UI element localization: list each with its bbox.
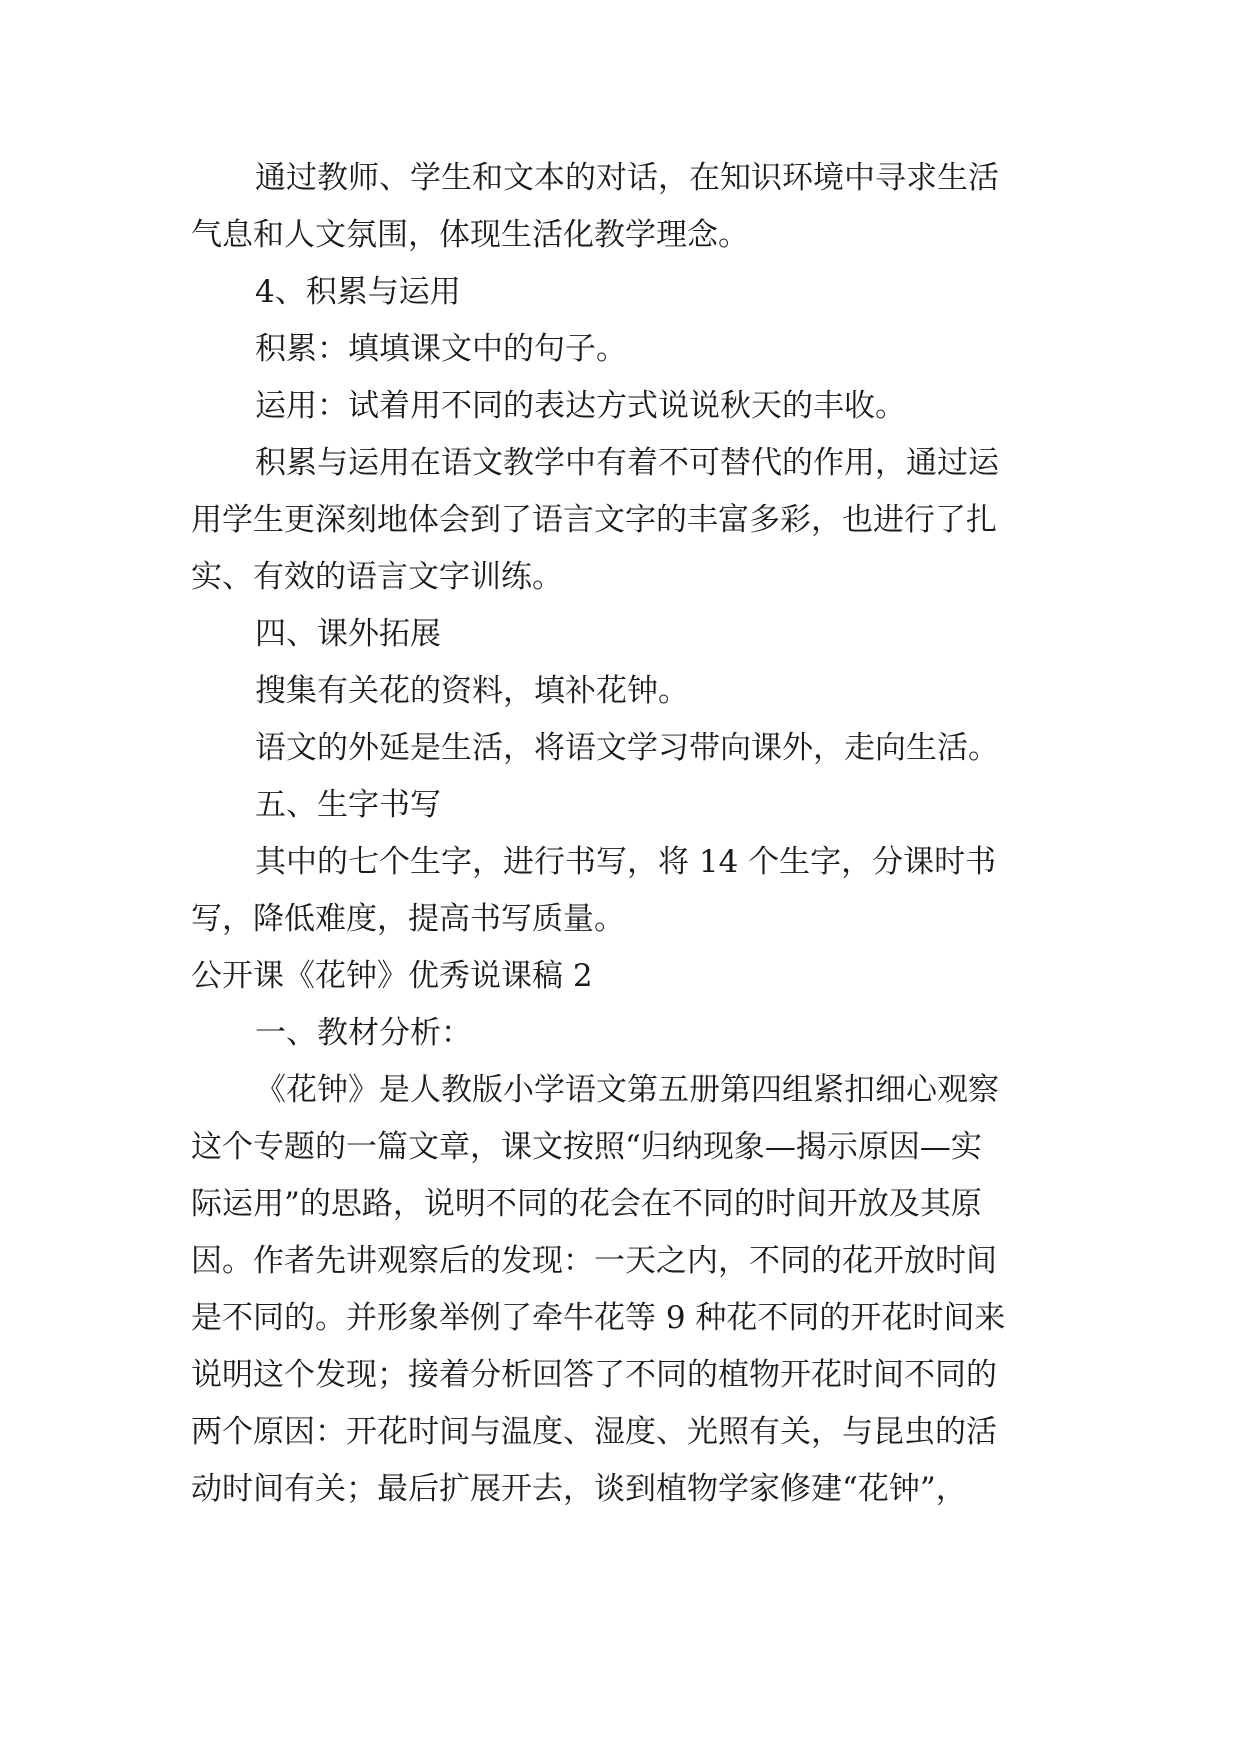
paragraph-line: 运用：试着用不同的表达方式说说秋天的丰收。 — [255, 388, 906, 424]
paragraph-line: 积累与运用在语文教学中有着不可替代的作用，通过运 — [255, 445, 999, 481]
paragraph-line: 动时间有关；最后扩展开去，谈到植物学家修建“花钟”， — [191, 1471, 967, 1507]
section-heading: 4、积累与运用 — [255, 274, 461, 310]
paragraph-line: 说明这个发现；接着分析回答了不同的植物开花时间不同的 — [191, 1357, 997, 1393]
paragraph-line: 是不同的。并形象举例了牵牛花等 9 种花不同的开花时间来 — [191, 1300, 1006, 1336]
paragraph-line: 其中的七个生字，进行书写，将 14 个生字，分课时书 — [255, 844, 997, 880]
paragraph-line: 《花钟》是人教版小学语文第五册第四组紧扣细心观察 — [255, 1072, 999, 1108]
paragraph-line: 气息和人文氛围，体现生活化教学理念。 — [191, 217, 749, 253]
paragraph-line: 语文的外延是生活，将语文学习带向课外，走向生活。 — [255, 730, 999, 766]
paragraph-line: 实、有效的语言文字训练。 — [191, 559, 563, 595]
paragraph-line: 两个原因：开花时间与温度、湿度、光照有关，与昆虫的活 — [191, 1414, 997, 1450]
paragraph-line: 积累：填填课文中的句子。 — [255, 331, 627, 367]
paragraph-line: 用学生更深刻地体会到了语言文字的丰富多彩，也进行了扎 — [191, 502, 997, 538]
section-heading: 一、教材分析： — [255, 1015, 472, 1051]
paragraph-line: 际运用”的思路，说明不同的花会在不同的时间开放及其原 — [191, 1186, 982, 1222]
section-heading: 四、课外拓展 — [255, 616, 441, 652]
paragraph-line: 通过教师、学生和文本的对话，在知识环境中寻求生活 — [255, 160, 999, 196]
paragraph-line: 写，降低难度，提高书写质量。 — [191, 901, 625, 937]
document-title: 公开课《花钟》优秀说课稿 2 — [191, 958, 593, 994]
paragraph-line: 因。作者先讲观察后的发现：一天之内，不同的花开放时间 — [191, 1243, 997, 1279]
paragraph-line: 搜集有关花的资料，填补花钟。 — [255, 673, 689, 709]
paragraph-line: 这个专题的一篇文章，课文按照“归纳现象—揭示原因—实 — [191, 1129, 982, 1165]
section-heading: 五、生字书写 — [255, 787, 441, 823]
